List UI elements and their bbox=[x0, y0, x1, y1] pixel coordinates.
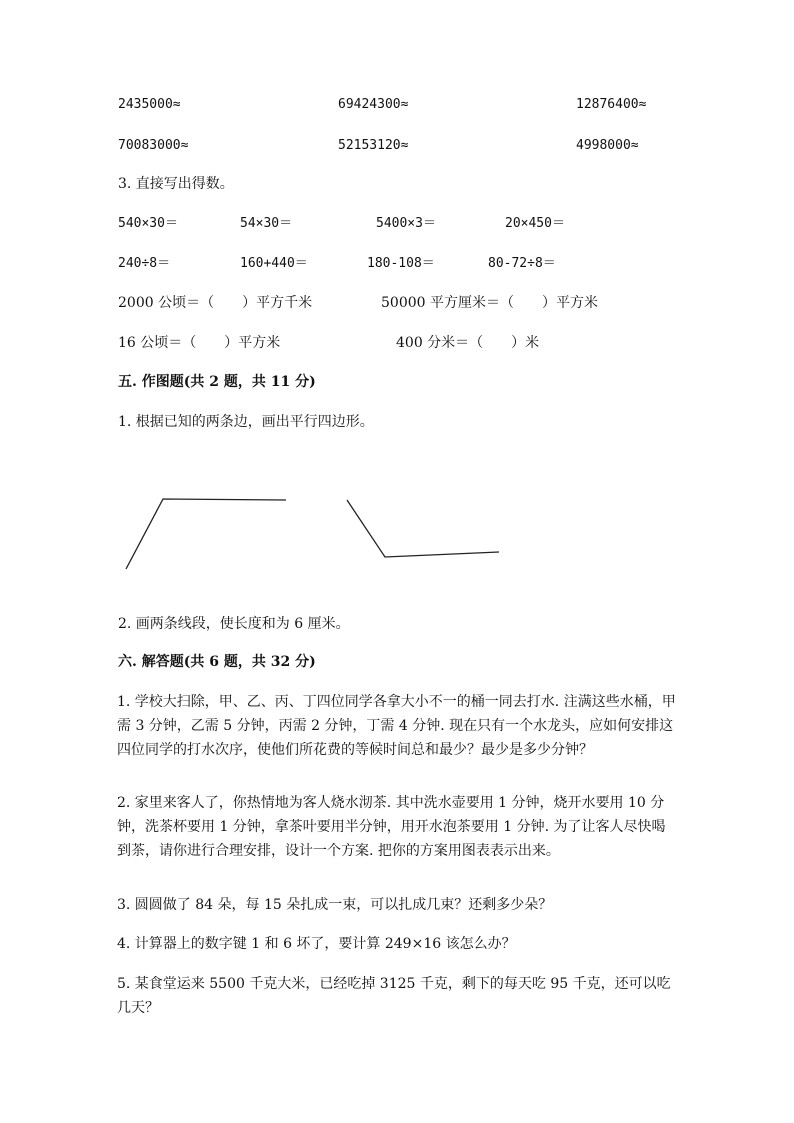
conversion-item: 16 公顷＝（ ）平方米 bbox=[118, 335, 281, 351]
approx-item: 4998000≈ bbox=[576, 138, 639, 153]
section-5-question-2: 2. 画两条线段，使长度和为 6 厘米。 bbox=[118, 616, 350, 632]
approx-item: 12876400≈ bbox=[576, 97, 647, 112]
problem-5: 5. 某食堂运来 5500 千克大米，已经吃掉 3125 千克，剩下的每天吃 95 千克，还可以吃几天？ bbox=[117, 976, 671, 1016]
approx-item: 70083000≈ bbox=[118, 138, 189, 153]
calc-item: 180-108＝ bbox=[367, 256, 435, 271]
approx-item: 69424300≈ bbox=[338, 97, 409, 112]
conversion-item: 50000 平方厘米＝（ ）平方米 bbox=[381, 295, 598, 311]
problem-3: 3. 圆圆做了 84 朵，每 15 朵扎成一束，可以扎成几束？还剩多少朵？ bbox=[117, 897, 553, 913]
approx-item: 52153120≈ bbox=[338, 138, 409, 153]
problem-4: 4. 计算器上的数字键 1 和 6 坏了，要计算 249×16 该怎么办？ bbox=[117, 936, 516, 952]
calc-item: 20×450＝ bbox=[505, 216, 565, 231]
right-angle-sides bbox=[347, 500, 499, 557]
problem-1: 1. 学校大扫除，甲、乙、丙、丁四位同学各拿大小不一的桶一同去打水. 注满这些水桶，甲需 3 分钟，乙需 5 分钟，丙需 2 分钟，丁需 4 分钟. 现在只有一个水龙头，应如何安排这四位同学的打水次序，使他们所花费的等候时间总和最少？最少是多少分钟？ bbox=[117, 694, 676, 758]
calc-item: 240÷8＝ bbox=[118, 256, 171, 271]
calc-item: 54×30＝ bbox=[240, 216, 293, 231]
calc-item: 80-72÷8＝ bbox=[488, 256, 556, 271]
calc-item: 5400×3＝ bbox=[376, 216, 436, 231]
section-5-question-1: 1. 根据已知的两条边，画出平行四边形。 bbox=[118, 414, 374, 430]
given-sides-figure bbox=[118, 490, 508, 580]
section-6-heading: 六. 解答题(共 6 题，共 32 分) bbox=[118, 654, 316, 670]
problem-2: 2. 家里来客人了，你热情地为客人烧水沏茶. 其中洗水壶要用 1 分钟，烧开水要用 10 分钟，洗茶杯要用 1 分钟，拿茶叶要用半分钟，用开水泡茶要用 1 分钟. 为了让客人尽快喝到茶，请你进行合理安排，设计一个方案. 把你的方案用图表表示出来。 bbox=[117, 795, 666, 859]
calc-item: 160+440＝ bbox=[240, 256, 308, 271]
calc-item: 540×30＝ bbox=[118, 216, 178, 231]
left-angle-sides bbox=[126, 499, 286, 569]
conversion-item: 2000 公顷＝（ ）平方千米 bbox=[118, 295, 313, 311]
question-3-title: 3. 直接写出得数。 bbox=[118, 176, 234, 192]
conversion-item: 400 分米＝（ ）米 bbox=[396, 335, 540, 351]
section-5-heading: 五. 作图题(共 2 题，共 11 分) bbox=[118, 374, 316, 390]
approx-item: 2435000≈ bbox=[118, 97, 181, 112]
